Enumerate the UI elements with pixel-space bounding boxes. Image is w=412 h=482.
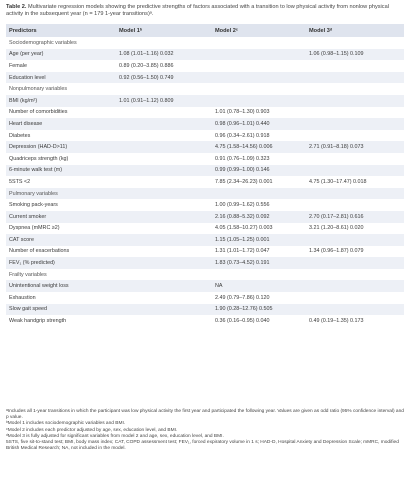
table-row (6, 118, 404, 130)
footnote: ᶜModel 2 includes each predictor adjusted by age, sex, education level, and BMI. (6, 427, 178, 433)
model-3-cell: 3.21 (1.20–8.61) 0.020 (309, 225, 364, 232)
predictor-cell: Sociodemographic variables (9, 39, 77, 46)
model-2-cell: 0.96 (0.34–2.61) 0.918 (215, 132, 270, 139)
model-1-cell (116, 211, 212, 223)
model-2-cell: 0.91 (0.76–1.09) 0.323 (215, 155, 270, 162)
model-2-cell: 4.05 (1.58–10.27) 0.003 (215, 225, 273, 232)
section-row (6, 37, 404, 49)
table-row (6, 49, 404, 61)
predictor-cell: Nonpulmonary variables (9, 86, 68, 93)
model-1-cell (116, 107, 212, 119)
footnote: ᵇModel 1 includes sociodemographic variables and BMI. (6, 421, 126, 427)
model-2-cell (212, 269, 306, 281)
model-1-cell (116, 83, 212, 95)
model-3-cell (306, 165, 404, 177)
table-row (6, 130, 404, 142)
header-row (6, 24, 404, 37)
table-body (6, 37, 404, 327)
footnote: 5STS, five sit-to-stand test; BMI, body mass index; CAT, COPD assessment test; FEV₁, forced expiratory volume in 1 s; HAD-D, Hospital Anxiety and Depression Scale; mMRC, modified British Medical Research; NA, not included in the model. (6, 440, 399, 452)
model-3-cell (306, 60, 404, 72)
caption-label: Table 2. (6, 4, 27, 10)
model-3-cell (306, 188, 404, 200)
model-1-cell (116, 176, 212, 188)
model-1-cell (116, 165, 212, 177)
table-row (6, 141, 404, 153)
header-model-1: Model 1ᵇ (116, 24, 212, 37)
model-2-cell (212, 188, 306, 200)
predictor-cell: CAT score (6, 234, 116, 246)
predictor-cell: Education level (6, 72, 116, 84)
model-2-cell (212, 49, 306, 61)
model-3-cell (306, 257, 404, 269)
predictor-cell: Number of exacerbations (9, 248, 70, 255)
predictor-cell: Frailty variables (9, 271, 47, 278)
model-1-cell (116, 223, 212, 235)
model-1-cell (116, 304, 212, 316)
model-3-cell: 4.75 (1.30–17.47) 0.018 (309, 178, 367, 185)
model-1-cell (116, 257, 212, 269)
model-1-cell (116, 199, 212, 211)
table-row (6, 234, 404, 246)
model-2-cell: 1.83 (0.73–4.52) 0.191 (212, 257, 306, 269)
model-3-cell (306, 304, 404, 316)
regression-table (6, 24, 404, 327)
model-1-cell (116, 118, 212, 130)
predictor-cell: BMI (kg/m²) (6, 95, 116, 107)
model-2-cell: 1.31 (1.01–1.72) 0.047 (215, 248, 270, 255)
model-1-cell (116, 292, 212, 304)
section-row (6, 188, 404, 200)
predictor-cell: Pulmonary variables (6, 188, 116, 200)
model-2-cell (212, 60, 306, 72)
predictor-cell: Diabetes (9, 132, 31, 139)
predictor-cell: Smoking pack-years (9, 202, 58, 209)
model-2-cell: 4.75 (1.58–14.56) 0.006 (212, 141, 306, 153)
model-2-cell: 0.98 (0.96–1.01) 0.440 (212, 118, 306, 130)
section-row (6, 269, 404, 281)
model-2-cell: 0.36 (0.16–0.95) 0.040 (215, 318, 270, 325)
model-3-cell (306, 280, 404, 292)
model-3-cell (306, 107, 404, 119)
model-2-cell: 0.99 (0.99–1.00) 0.146 (212, 165, 306, 177)
table-row (6, 280, 404, 292)
model-1-cell (116, 246, 212, 258)
table-row (6, 60, 404, 72)
model-3-cell (306, 292, 404, 304)
model-3-cell (306, 72, 404, 84)
model-3-cell: 2.70 (0.17–2.81) 0.616 (306, 211, 404, 223)
table-row (6, 95, 404, 107)
predictor-cell: Depression (HAD-D>11) (6, 141, 116, 153)
predictor-cell: FEV₁ (% predicted) (6, 257, 116, 269)
model-1-cell (116, 315, 212, 327)
model-3-cell (306, 130, 404, 142)
predictor-cell: Age (per year) (6, 49, 116, 61)
table-row (6, 72, 404, 84)
table-row (6, 107, 404, 119)
model-1-cell: 1.01 (0.91–1.12) 0.809 (116, 95, 212, 107)
model-2-cell: 7.85 (2.34–26.23) 0.001 (215, 178, 273, 185)
predictor-cell: Female (9, 62, 27, 69)
model-1-cell (116, 280, 212, 292)
table-row (6, 257, 404, 269)
table-row (6, 315, 404, 327)
model-2-cell: 2.49 (0.79–7.86) 0.120 (215, 294, 270, 301)
predictor-cell: Quadriceps strength (kg) (9, 155, 69, 162)
predictor-cell: Exhaustion (9, 294, 36, 301)
table-row (6, 199, 404, 211)
model-1-cell (116, 269, 212, 281)
header-model-2: Model 2ᶜ (212, 24, 306, 37)
model-2-cell: 1.90 (0.28–12.76) 0.505 (212, 304, 306, 316)
model-3-cell (306, 153, 404, 165)
model-3-cell (306, 37, 404, 49)
model-1-cell: 0.92 (0.56–1.50) 0.749 (116, 72, 212, 84)
model-1-cell (116, 141, 212, 153)
model-1-cell (116, 37, 212, 49)
model-1-cell (116, 234, 212, 246)
model-2-cell: 2.16 (0.88–5.32) 0.092 (212, 211, 306, 223)
model-2-cell: 1.00 (0.99–1.62) 0.556 (215, 202, 270, 209)
model-1-cell (116, 130, 212, 142)
table-row (6, 165, 404, 177)
predictor-cell: Slow gait speed (6, 304, 116, 316)
predictor-cell: Dyspnea (mMRC ≥2) (9, 225, 60, 232)
section-row (6, 83, 404, 95)
predictor-cell: 5STS <2 (9, 178, 31, 185)
header-predictors: Predictors (6, 24, 116, 37)
predictor-cell: 6-minute walk test (m) (6, 165, 116, 177)
model-2-cell (212, 95, 306, 107)
footnote: ᵈModel 3 is fully adjusted for significant variables from model 2 and age, sex, education level, and BMI. (6, 433, 224, 439)
model-1-cell (116, 153, 212, 165)
model-1-cell: 0.89 (0.20–3.85) 0.886 (119, 62, 174, 69)
model-3-cell (306, 118, 404, 130)
table-row (6, 176, 404, 188)
model-3-cell (306, 234, 404, 246)
model-3-cell: 2.71 (0.91–8.18) 0.073 (306, 141, 404, 153)
predictor-cell: Current smoker (6, 211, 116, 223)
model-3-cell: 0.49 (0.19–1.35) 0.173 (309, 318, 364, 325)
model-1-cell (116, 188, 212, 200)
model-1-cell: 1.08 (1.01–1.16) 0.032 (116, 49, 212, 61)
model-2-cell: 1.15 (1.05–1.25) 0.001 (212, 234, 306, 246)
model-3-cell: 1.06 (0.98–1.15) 0.109 (306, 49, 404, 61)
model-3-cell (306, 95, 404, 107)
table-row (6, 153, 404, 165)
table-row (6, 304, 404, 316)
table-row (6, 223, 404, 235)
model-2-cell (212, 72, 306, 84)
predictor-cell: Weak handgrip strength (9, 318, 67, 325)
model-3-cell: 1.34 (0.96–1.87) 0.079 (309, 248, 364, 255)
model-3-cell (306, 199, 404, 211)
model-2-cell (212, 37, 306, 49)
predictor-cell: Number of comorbidities (9, 109, 68, 116)
footnote: ᵃIncludes all 1-year transitions in which the participant was low physical activity the first year and participated the following year. Values are given as odd ratio (95% confidence interval) and p value. (6, 409, 404, 421)
caption-text: Multivariate regression models showing the predictive strengths of factors associated with a transition to low physical activity from nonlow physical activity in the subsequent year (n = 179 1-year transitions)ᵃ. (6, 4, 389, 18)
table-row (6, 246, 404, 258)
predictor-cell: Heart disease (6, 118, 116, 130)
model-3-cell (306, 269, 404, 281)
table-row (6, 211, 404, 223)
model-3-cell (306, 83, 404, 95)
model-2-cell (212, 83, 306, 95)
predictor-cell: Unintentional weight loss (6, 280, 116, 292)
model-2-cell: NA (212, 280, 306, 292)
model-2-cell: 1.01 (0.78–1.30) 0.903 (215, 109, 270, 116)
table-caption (6, 4, 396, 18)
table-row (6, 292, 404, 304)
footnotes (6, 409, 404, 452)
header-model-3: Model 3ᵈ (306, 24, 404, 37)
